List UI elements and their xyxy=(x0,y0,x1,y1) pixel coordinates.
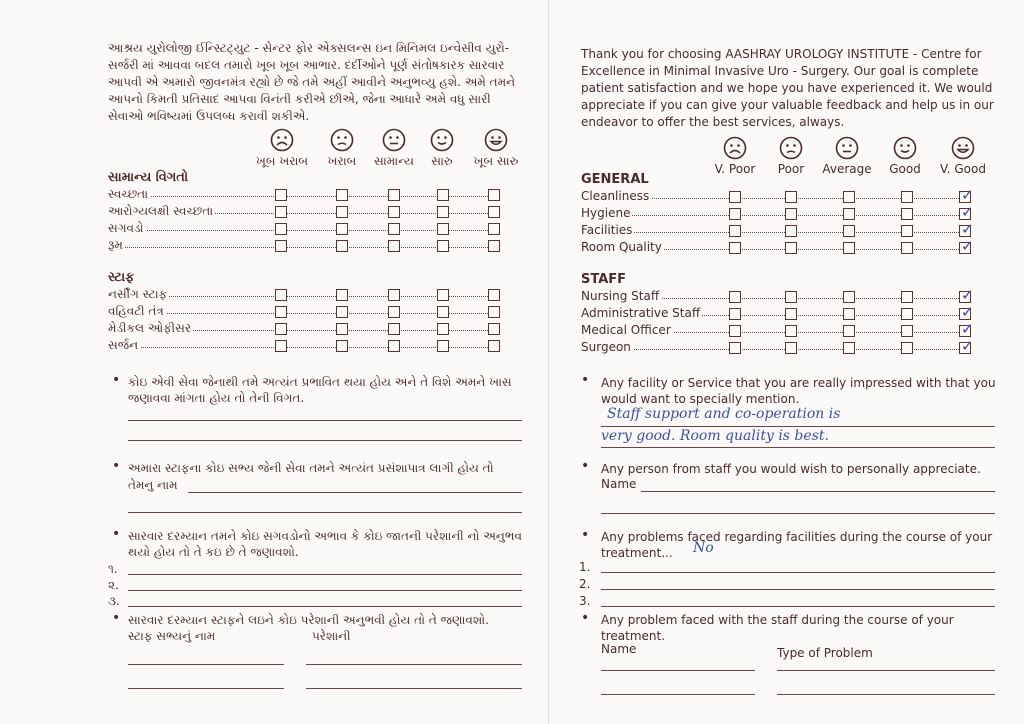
rating-checkbox[interactable] xyxy=(729,325,741,337)
rating-checkbox[interactable] xyxy=(336,340,348,352)
rating-checkbox[interactable] xyxy=(388,289,400,301)
rating-very-poor: V. Poor xyxy=(703,136,767,176)
very-happy-face-icon xyxy=(951,136,975,160)
answer-line[interactable] xyxy=(777,670,995,671)
check-mark-icon: ✓ xyxy=(961,286,974,304)
rating-checkbox[interactable] xyxy=(437,306,449,318)
answer-line[interactable] xyxy=(601,589,995,590)
rating-checkbox[interactable] xyxy=(388,306,400,318)
answer-line[interactable] xyxy=(128,512,522,513)
staff-name-label: Name xyxy=(601,642,637,656)
rating-checkbox[interactable] xyxy=(729,308,741,320)
answer-line[interactable] xyxy=(188,492,522,493)
general-title-gu: સામાન્ય વિગતો xyxy=(108,170,189,185)
rating-checkbox[interactable] xyxy=(336,289,348,301)
rating-checkbox[interactable] xyxy=(488,323,500,335)
rating-checkbox[interactable] xyxy=(901,242,913,254)
neutral-face-icon xyxy=(835,136,859,160)
bullet: • xyxy=(112,610,121,626)
handwritten-answer-line1: Staff support and co-operation is xyxy=(607,406,841,422)
rating-checkbox[interactable] xyxy=(488,206,500,218)
rating-row-label: Facilities xyxy=(581,223,633,237)
rating-checkbox[interactable] xyxy=(336,306,348,318)
rating-checkbox[interactable] xyxy=(901,291,913,303)
answer-line[interactable] xyxy=(601,606,995,607)
rating-checkbox[interactable] xyxy=(901,325,913,337)
answer-line[interactable] xyxy=(601,426,995,427)
check-mark-icon: ✓ xyxy=(961,320,974,338)
rating-checkbox[interactable] xyxy=(729,291,741,303)
rating-checkbox[interactable] xyxy=(785,342,797,354)
bullet: • xyxy=(581,458,590,474)
rating-average-gu: સામાન્ય xyxy=(362,128,426,169)
rating-average: Average xyxy=(815,136,879,176)
rating-checkbox[interactable] xyxy=(729,242,741,254)
english-intro: Thank you for choosing AASHRAY UROLOGY INSTITUTE - Centre for Excellence in Minimal Invasive Uro - Surgery. Our goal is complete patient satisfaction and we hope you have experienced it. We would appreciate if you can give your valuable feedback and help us in our endeavor to offer the best services, always. xyxy=(581,47,994,129)
item-number: ૧. xyxy=(108,562,118,576)
item-number: ૨. xyxy=(108,578,119,592)
question-staff-problem-gu: સારવાર દરમ્યાન સ્ટાફને લઇને કોઇ પરેશાની અનુભવી હોય તો તે જણાવશો. xyxy=(128,613,489,627)
rating-row-label: સર્જન xyxy=(108,338,139,352)
rating-checkbox[interactable] xyxy=(843,308,855,320)
rating-checkbox[interactable] xyxy=(959,203,974,221)
rating-checkbox[interactable] xyxy=(437,340,449,352)
rating-row-label: વહિવટી તંત્ર xyxy=(108,304,164,318)
rating-row-label: Cleanliness xyxy=(581,189,650,203)
rating-row xyxy=(108,204,502,220)
answer-line[interactable] xyxy=(306,664,522,665)
answer-line[interactable] xyxy=(128,606,522,607)
rating-checkbox[interactable] xyxy=(437,323,449,335)
bullet: • xyxy=(112,458,121,474)
answer-line[interactable] xyxy=(601,670,755,671)
check-mark-icon: ✓ xyxy=(961,203,974,221)
rating-checkbox[interactable] xyxy=(843,208,855,220)
rating-very-good-gu: ખૂબ સારુ xyxy=(464,128,528,169)
question-impressed-gu: કોઇ એવી સેવા જેનાથી તમે અત્યંત પ્રભાવિત થયા હોય અને તે વિશે અમને ખાસ જણાવવા માંગતા હોય તો તેની વિગત. xyxy=(128,375,512,405)
bullet: • xyxy=(112,526,121,542)
rating-checkbox[interactable] xyxy=(729,208,741,220)
rating-checkbox[interactable] xyxy=(437,223,449,235)
rating-checkbox[interactable] xyxy=(843,191,855,203)
rating-row-label: રૂમ xyxy=(108,238,123,252)
name-label: Name xyxy=(601,477,637,491)
rating-row xyxy=(581,286,974,305)
bullet: • xyxy=(581,372,590,388)
very-happy-face-icon xyxy=(484,128,508,152)
rating-row xyxy=(581,203,974,222)
rating-checkbox[interactable] xyxy=(959,286,974,304)
sad-face-icon xyxy=(779,136,803,160)
rating-row-label: Administrative Staff xyxy=(581,306,701,320)
rating-checkbox[interactable] xyxy=(901,208,913,220)
rating-checkbox[interactable] xyxy=(388,323,400,335)
rating-checkbox[interactable] xyxy=(785,242,797,254)
rating-checkbox[interactable] xyxy=(901,225,913,237)
happy-face-icon xyxy=(893,136,917,160)
rating-poor-gu: ખરાબ xyxy=(310,128,374,169)
rating-checkbox[interactable] xyxy=(275,340,287,352)
answer-line[interactable] xyxy=(306,688,522,689)
very-sad-face-icon xyxy=(723,136,747,160)
answer-line[interactable] xyxy=(128,420,522,421)
rating-row-label: મેડીકલ ઓફીસર xyxy=(108,321,192,335)
rating-checkbox[interactable] xyxy=(959,220,974,238)
rating-checkbox[interactable] xyxy=(729,342,741,354)
item-number: 3. xyxy=(579,594,591,608)
rating-checkbox[interactable] xyxy=(729,191,741,203)
rating-good-gu: સારુ xyxy=(410,128,474,169)
rating-row-label: Surgeon xyxy=(581,340,631,354)
rating-checkbox[interactable] xyxy=(843,325,855,337)
handwritten-answer-line2: very good. Room quality is best. xyxy=(601,428,829,444)
sad-face-icon xyxy=(330,128,354,152)
rating-checkbox[interactable] xyxy=(901,342,913,354)
rating-row xyxy=(108,221,502,237)
rating-checkbox[interactable] xyxy=(785,191,797,203)
answer-line[interactable] xyxy=(128,440,522,441)
answer-line[interactable] xyxy=(128,664,284,665)
rating-checkbox[interactable] xyxy=(785,325,797,337)
answer-line[interactable] xyxy=(601,572,995,573)
rating-row-label: નર્સીંગ સ્ટાફ xyxy=(108,287,168,301)
bullet: • xyxy=(581,527,590,543)
answer-line[interactable] xyxy=(128,574,522,575)
rating-checkbox[interactable] xyxy=(785,208,797,220)
rating-row xyxy=(581,237,974,256)
rating-row-label: Room Quality xyxy=(581,240,662,254)
rating-checkbox[interactable] xyxy=(901,308,913,320)
item-number: 2. xyxy=(579,577,591,591)
check-mark-icon: ✓ xyxy=(961,186,974,204)
rating-checkbox[interactable] xyxy=(275,323,287,335)
rating-checkbox[interactable] xyxy=(843,242,855,254)
staff-name-label-gu: સ્ટાફ સભ્યનું નામ xyxy=(128,629,216,643)
rating-checkbox[interactable] xyxy=(437,189,449,201)
rating-row xyxy=(108,321,502,337)
question-appreciate-gu: અમારા સ્ટાફના કોઇ સભ્ય જેની સેવા તમને અત્યંત પ્રસંશાપાત્ર લાગી હોય તો xyxy=(128,461,494,475)
rating-checkbox[interactable] xyxy=(785,225,797,237)
answer-line[interactable] xyxy=(601,513,995,514)
rating-checkbox[interactable] xyxy=(488,289,500,301)
rating-good: Good xyxy=(873,136,937,176)
rating-row xyxy=(581,337,974,356)
rating-row xyxy=(108,304,502,320)
rating-checkbox[interactable] xyxy=(388,340,400,352)
rating-row-label: Nursing Staff xyxy=(581,289,660,303)
answer-line[interactable] xyxy=(641,491,995,492)
check-mark-icon: ✓ xyxy=(961,237,974,255)
gujarati-intro: આશ્રય યુરોલોજી ઈન્સ્ટિટ્યુટ - સેન્ટર ફોર એક્સલન્સ ઇન મિનિમલ ઇન્વેસીવ યુરો-સર્જરી માં આવવા બદલ તમારો ખૂબ ખૂબ આભાર. દર્દીઓને પૂર્ણ સંતોષકારક સારવાર આપવી એ અમારો જીવનમંત્ર રહ્યો છે જે તમે અહીં આવીને અનુભવ્યુ હશે. અમે તમને આપનો કિમતી પ્રતિસાદ આપવા વિનંતી કરીએ છીએ, જેના આધારે અમે વધુ સારી સેવાઓ ભવિષ્યમાં ઉપલબ્ધ કરાવી શકીએ. xyxy=(108,41,516,123)
rating-checkbox[interactable] xyxy=(901,191,913,203)
staff-title-gu: સ્ટાફ xyxy=(108,270,135,285)
answer-line[interactable] xyxy=(128,688,284,689)
rating-checkbox[interactable] xyxy=(437,206,449,218)
rating-checkbox[interactable] xyxy=(959,186,974,204)
rating-checkbox[interactable] xyxy=(388,206,400,218)
item-number: ૩. xyxy=(108,594,120,608)
rating-checkbox[interactable] xyxy=(275,223,287,235)
very-sad-face-icon xyxy=(270,128,294,152)
rating-row xyxy=(108,238,502,254)
question-appreciate: Any person from staff you would wish to personally appreciate. xyxy=(601,462,981,476)
item-number: 1. xyxy=(579,560,591,574)
rating-row xyxy=(108,338,502,354)
rating-checkbox[interactable] xyxy=(437,240,449,252)
bullet: • xyxy=(112,372,121,388)
rating-checkbox[interactable] xyxy=(388,240,400,252)
rating-row-label: Hygiene xyxy=(581,206,631,220)
staff-title: STAFF xyxy=(581,272,627,287)
rating-checkbox[interactable] xyxy=(336,206,348,218)
rating-checkbox[interactable] xyxy=(275,240,287,252)
rating-row-label: Medical Officer xyxy=(581,323,671,337)
answer-line[interactable] xyxy=(601,447,995,448)
rating-checkbox[interactable] xyxy=(488,340,500,352)
rating-checkbox[interactable] xyxy=(729,225,741,237)
rating-checkbox[interactable] xyxy=(959,237,974,255)
check-mark-icon: ✓ xyxy=(961,220,974,238)
rating-checkbox[interactable] xyxy=(488,223,500,235)
rating-checkbox[interactable] xyxy=(488,189,500,201)
rating-checkbox[interactable] xyxy=(843,291,855,303)
bullet: • xyxy=(581,610,590,626)
rating-checkbox[interactable] xyxy=(388,189,400,201)
rating-row xyxy=(581,303,974,322)
rating-checkbox[interactable] xyxy=(785,291,797,303)
rating-checkbox[interactable] xyxy=(336,323,348,335)
rating-checkbox[interactable] xyxy=(275,289,287,301)
question-facility-problem: Any problems faced regarding facilities during the course of your treatment... xyxy=(601,530,993,560)
question-impressed: Any facility or Service that you are really impressed with that you would want to specially mention. xyxy=(601,376,996,406)
check-mark-icon: ✓ xyxy=(961,303,974,321)
problem-type-label: Type of Problem xyxy=(777,646,873,660)
rating-checkbox[interactable] xyxy=(785,308,797,320)
rating-checkbox[interactable] xyxy=(275,189,287,201)
question-staff-problem: Any problem faced with the staff during the course of your treatment. xyxy=(601,613,954,643)
english-panel xyxy=(549,0,1024,724)
rating-row xyxy=(581,186,974,205)
rating-checkbox[interactable] xyxy=(275,306,287,318)
rating-checkbox[interactable] xyxy=(336,240,348,252)
check-mark-icon: ✓ xyxy=(961,337,974,355)
neutral-face-icon xyxy=(382,128,406,152)
rating-row xyxy=(581,220,974,239)
answer-line[interactable] xyxy=(777,694,995,695)
rating-checkbox[interactable] xyxy=(388,223,400,235)
question-facility-problem-gu: સારવાર દરમ્યાન તમને કોઇ સગવડોનો અભાવ કે કોઇ જાતની પરેશાની નો અનુભવ થયો હોય તો તે કઇ છે તે જણાવશો. xyxy=(128,529,522,559)
rating-row-label: સગવડો xyxy=(108,221,144,235)
name-label-gu: તેમનુ નામ xyxy=(128,478,178,492)
answer-line[interactable] xyxy=(128,590,522,591)
answer-line[interactable] xyxy=(601,694,755,695)
rating-checkbox[interactable] xyxy=(843,342,855,354)
rating-checkbox[interactable] xyxy=(959,320,974,338)
rating-checkbox[interactable] xyxy=(488,306,500,318)
handwritten-answer-no: No xyxy=(693,540,714,556)
problem-label-gu: પરેશાની xyxy=(312,629,351,643)
rating-checkbox[interactable] xyxy=(959,337,974,355)
rating-row xyxy=(108,187,502,203)
rating-row xyxy=(108,287,502,303)
rating-row-label: સ્વચ્છતા xyxy=(108,187,149,201)
rating-row-label: આરોગ્યલક્ષી સ્વચ્છતા xyxy=(108,204,214,218)
happy-face-icon xyxy=(430,128,454,152)
general-title: GENERAL xyxy=(581,172,649,187)
rating-checkbox[interactable] xyxy=(959,303,974,321)
rating-poor: Poor xyxy=(759,136,823,176)
rating-checkbox[interactable] xyxy=(843,225,855,237)
rating-checkbox[interactable] xyxy=(488,240,500,252)
rating-checkbox[interactable] xyxy=(275,206,287,218)
rating-very-good: V. Good xyxy=(931,136,995,176)
rating-checkbox[interactable] xyxy=(336,189,348,201)
rating-checkbox[interactable] xyxy=(336,223,348,235)
rating-checkbox[interactable] xyxy=(437,289,449,301)
rating-very-poor-gu: ખૂબ ખરાબ xyxy=(250,128,314,169)
rating-row xyxy=(581,320,974,339)
